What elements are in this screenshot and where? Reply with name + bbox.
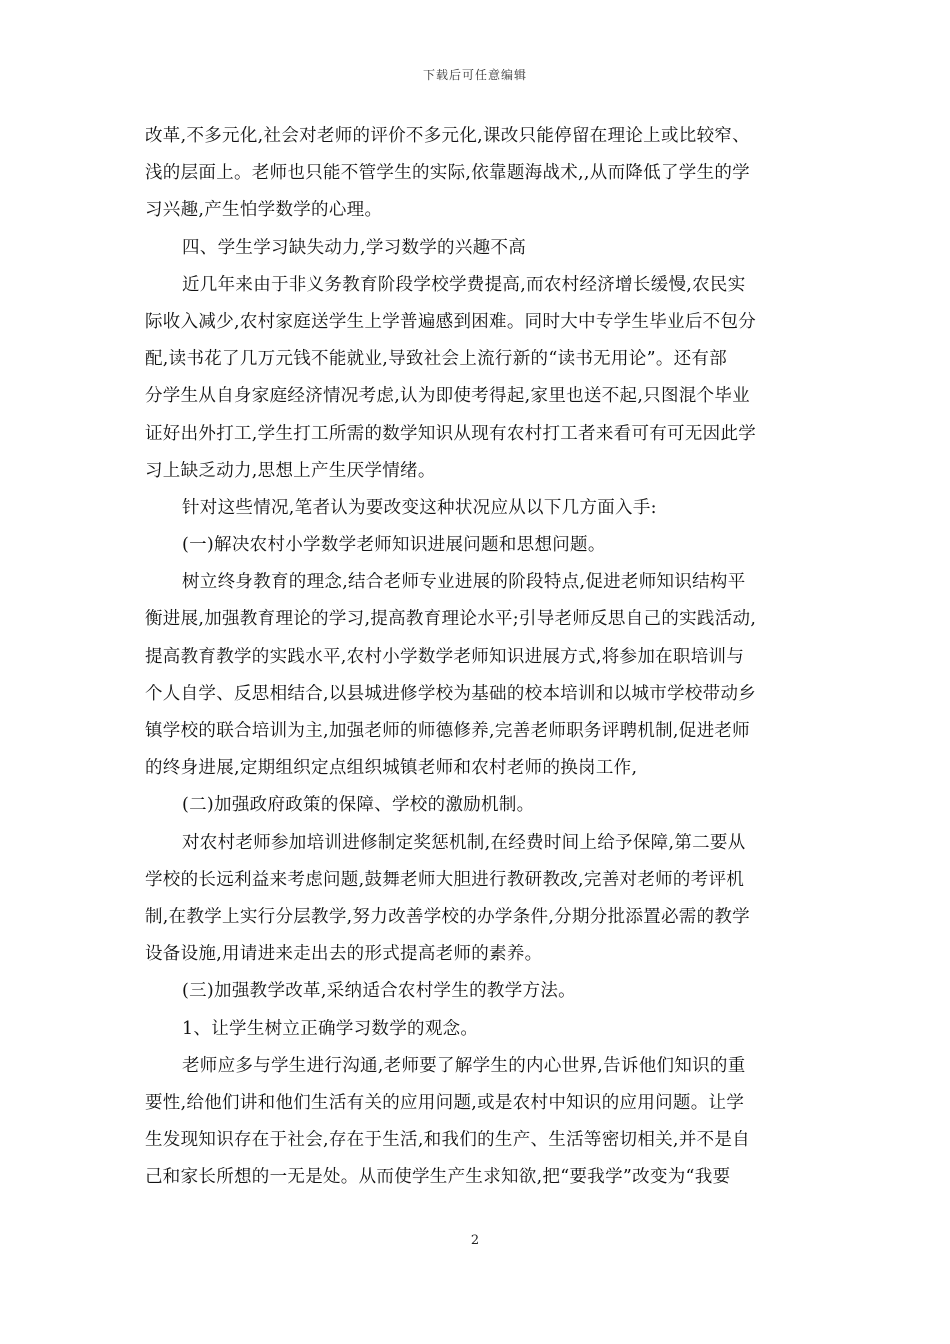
text-line: 的终身进展,定期组织定点组织城镇老师和农村老师的换岗工作, [145, 758, 638, 779]
text-line: 际收入减少,农村家庭送学生上学普遍感到困难。同时大中专学生毕业后不包分 [145, 311, 757, 332]
text-line: 个人自学、反思相结合,以县城进修学校为基础的校本培训和以城市学校带动乡 [145, 683, 757, 704]
text-line: 针对这些情况,笔者认为要改变这种状况应从以下几方面入手: [182, 497, 657, 518]
text-line: 配,读书花了几万元钱不能就业,导致社会上流行新的“读书无用论”。还有部 [145, 349, 728, 370]
text-line: 镇学校的联合培训为主,加强老师的师德修养,完善老师职务评聘机制,促进老师 [145, 721, 750, 741]
text-line: (二)加强政府政策的保障、学校的激励机制。 [182, 795, 535, 816]
text-line: 习上缺乏动力,思想上产生厌学情绪。 [145, 460, 436, 481]
text-line: 证好出外打工,学生打工所需的数学知识从现有农村打工者来看可有可无因此学 [145, 423, 757, 444]
document-body [145, 118, 810, 1196]
text-line: 要性,给他们讲和他们生活有关的应用问题,或是农村中知识的应用问题。让学 [145, 1092, 745, 1113]
text-line: 制,在教学上实行分层教学,努力改善学校的办学条件,分期分批添置必需的教学 [145, 906, 750, 927]
text-line: 设备设施,用请进来走出去的形式提高老师的素养。 [145, 944, 543, 965]
text-line: 学校的长远利益来考虑问题,鼓舞老师大胆进行教研教改,完善对老师的考评机 [145, 869, 745, 890]
text-line: 改革,不多元化,社会对老师的评价不多元化,课改只能停留在理论上或比较窄、 [145, 126, 750, 146]
text-line: 树立终身教育的理念,结合老师专业进展的阶段特点,促进老师知识结构平 [182, 572, 746, 593]
page-header: 下载后可任意编辑 [422, 68, 527, 82]
text-line: 老师应多与学生进行沟通,老师要了解学生的内心世界,告诉他们知识的重 [182, 1055, 746, 1076]
text-line: 浅的层面上。老师也只能不管学生的实际,依靠题海战术,,从而降低了学生的学 [145, 163, 750, 184]
text-line: 提高教育教学的实践水平,农村小学数学老师知识进展方式,将参加在职培训与 [145, 646, 745, 667]
text-line: 习兴趣,产生怕学数学的心理。 [145, 200, 383, 221]
text-line: 近几年来由于非义务教育阶段学校学费提高,而农村经济增长缓慢,农民实 [182, 274, 746, 295]
text-line: (三)加强教学改革,采纳适合农村学生的教学方法。 [182, 981, 576, 1002]
text-line: 四、学生学习缺失动力,学习数学的兴趣不高 [182, 237, 527, 258]
text-line: 衡进展,加强教育理论的学习,提高教育理论水平;引导老师反思自己的实践活动, [145, 609, 757, 630]
page-number: 2 [470, 1233, 480, 1248]
text-line: (一)解决农村小学数学老师知识进展问题和思想问题。 [182, 535, 606, 556]
text-line: 分学生从自身家庭经济情况考虑,认为即使考得起,家里也送不起,只图混个毕业 [145, 386, 750, 407]
text-line: 对农村老师参加培训进修制定奖惩机制,在经费时间上给予保障,第二要从 [182, 832, 746, 853]
text-line: 己和家长所想的一无是处。从而使学生产生求知欲,把“要我学”改变为“我要 [145, 1167, 731, 1188]
text-line: 1、让学生树立正确学习数学的观念。 [182, 1018, 479, 1039]
text-line: 生发现知识存在于社会,存在于生活,和我们的生产、生活等密切相关,并不是自 [145, 1130, 750, 1151]
